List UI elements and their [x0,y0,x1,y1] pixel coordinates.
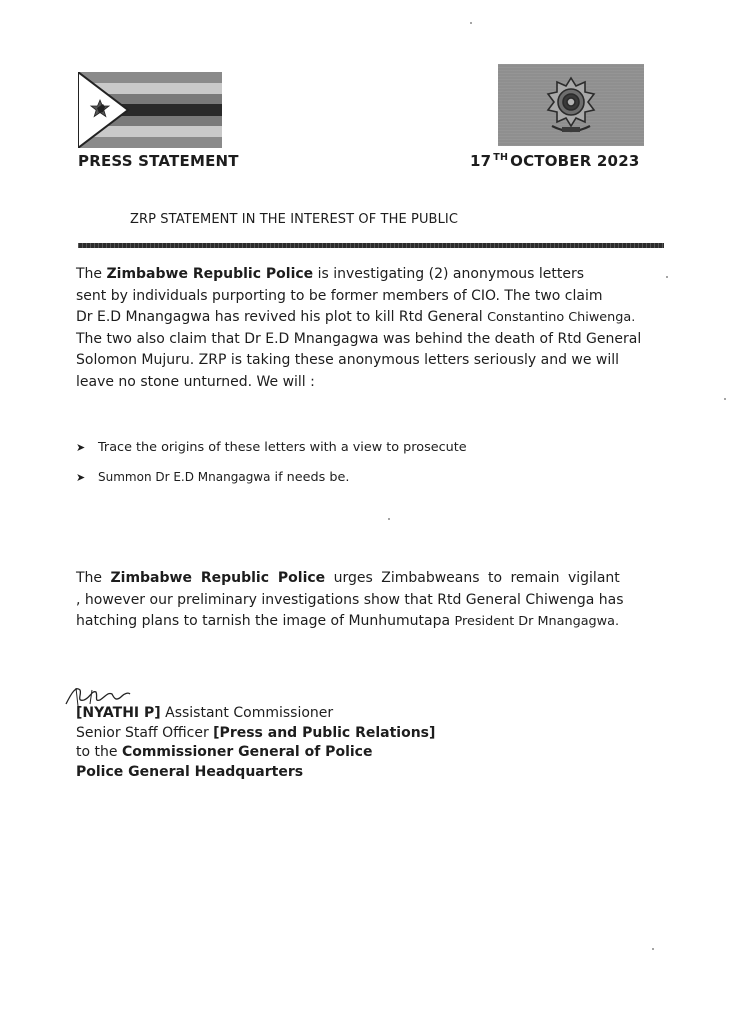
p2-line-2: , however our preliminary investigations show that Rtd General Chiwenga has [76,591,624,608]
p2-line-1: The Zimbabwe Republic Police urges Zimbabweans to remain vigilant [76,570,620,586]
zrp-police-badge-icon [498,64,644,146]
signatory-hq-line: Police General Headquarters [76,763,304,780]
date-day: 17 [470,152,492,170]
scan-speck [470,22,472,24]
scan-speck [388,518,390,520]
signatory-reports-to-line: to the Commissioner General of Police [76,744,373,760]
p1-line-1: The Zimbabwe Republic Police is investigating (2) anonymous letters [76,266,585,282]
press-statement-title: PRESS STATEMENT [78,152,239,170]
statement-date [470,152,639,170]
p1-line-3: Dr E.D Mnangagwa has revived his plot to kill Rtd General Constantino Chiwenga. [76,309,636,325]
arrow-bullet-icon: ➤ [76,471,86,484]
p1-line-6: leave no stone unturned. We will : [76,373,315,390]
zrp-name-bold: Zimbabwe Republic Police [110,570,326,586]
signatory-name: [NYATHI P] [76,705,161,721]
paragraph-investigation [76,264,696,393]
date-suffix: TH [493,152,509,163]
signatory-rank: Assistant Commissioner [160,705,334,721]
signatory-line [76,704,435,724]
arrow-bullet-icon: ➤ [76,441,86,454]
p1-line-5: Solomon Mujuru. ZRP is taking these anonymous letters seriously and we will [76,352,620,368]
scan-speck [666,276,668,278]
scan-speck [724,398,726,400]
p2-line-3: hatching plans to tarnish the image of Munhumutapa President Dr Mnangagwa. [76,613,620,629]
zrp-name-bold: Zimbabwe Republic Police [106,266,314,282]
zimbabwe-flag-icon [78,72,222,148]
scan-speck [652,948,654,950]
bullet-item-summon: ➤ Summon Dr E.D Mnangagwa if needs be. [76,470,350,485]
date-month-year: OCTOBER 2023 [510,152,640,170]
divider-rule [78,243,664,248]
signature-block [76,704,435,782]
paragraph-vigilance [76,568,696,633]
bullet-item-trace: ➤ Trace the origins of these letters with a view to prosecute [76,440,467,455]
statement-subject: ZRP STATEMENT IN THE INTEREST OF THE PUBLIC [130,212,459,227]
p1-line-4: The two also claim that Dr E.D Mnangagwa was behind the death of Rtd General [76,330,642,347]
p1-line-2: sent by individuals purporting to be former members of CIO. The two claim [76,287,603,304]
signatory-office-line: Senior Staff Officer [Press and Public Relations] [76,724,436,741]
